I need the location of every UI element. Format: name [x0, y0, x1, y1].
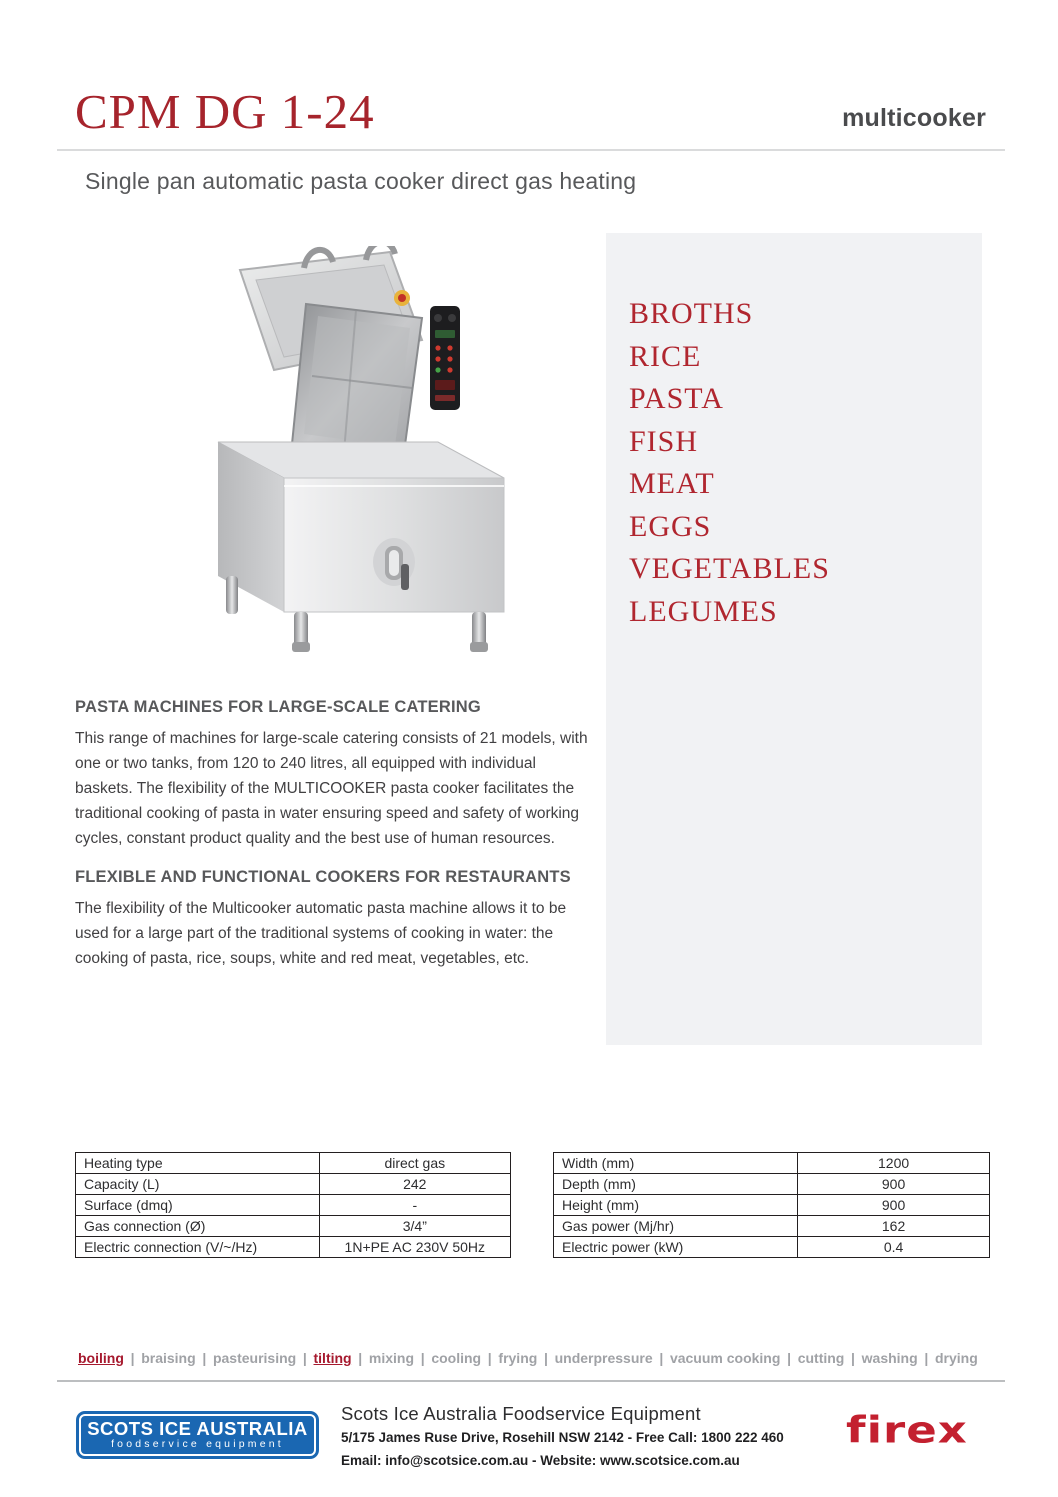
header-divider: [57, 149, 1005, 151]
footer-brand-name: Scots Ice Australia Foodservice Equipment: [341, 1403, 701, 1424]
section-flexible-cookers: [75, 868, 590, 971]
capability-cutting: cutting: [797, 1350, 845, 1366]
capability-vacuum-cooking: vacuum cooking: [669, 1350, 781, 1366]
capability-separator: |: [302, 1350, 307, 1366]
section-heading: FLEXIBLE AND FUNCTIONAL COOKERS FOR RESTAURANTS: [75, 868, 571, 886]
capability-separator: |: [130, 1350, 135, 1366]
capability-separator: |: [487, 1350, 492, 1366]
page-title: CPM DG 1-24: [75, 84, 375, 139]
capability-separator: |: [543, 1350, 548, 1366]
spec-value: 1N+PE AC 230V 50Hz: [319, 1237, 510, 1258]
product-subtitle: Single pan automatic pasta cooker direct gas heating: [85, 168, 637, 194]
feature-item: PASTA: [629, 382, 724, 415]
spec-label: Depth (mm): [554, 1174, 798, 1195]
capability-tilting: tilting: [313, 1350, 352, 1366]
section-large-scale-catering: [75, 698, 590, 851]
scots-logo-subtitle: foodservice equipment: [111, 1438, 284, 1450]
capability-separator: |: [420, 1350, 425, 1366]
capability-separator: |: [851, 1350, 855, 1366]
capability-separator: |: [358, 1350, 363, 1366]
spec-label: Capacity (L): [76, 1174, 320, 1195]
table-row: [554, 1216, 990, 1237]
feature-item: LEGUMES: [629, 594, 778, 628]
spec-label: Gas connection (Ø): [76, 1216, 320, 1237]
spec-value: 0.4: [798, 1237, 990, 1258]
feature-item: EGGS: [629, 509, 712, 543]
spec-value: -: [319, 1195, 510, 1216]
table-row: [554, 1237, 990, 1258]
capability-braising: braising: [141, 1350, 196, 1366]
features-panel: [606, 233, 982, 1045]
spec-value: 900: [798, 1195, 990, 1216]
spec-label: Height (mm): [554, 1195, 798, 1216]
spec-label: Width (mm): [554, 1153, 798, 1174]
capability-separator: |: [924, 1350, 929, 1366]
capability-drying: drying: [934, 1350, 978, 1366]
spec-value: 900: [798, 1174, 990, 1195]
capability-separator: |: [787, 1350, 792, 1366]
product-image: [188, 246, 536, 654]
spec-value: direct gas: [319, 1153, 510, 1174]
section-body: The flexibility of the Multicooker automatic pasta machine allows it to be used for a large part of the traditional systems of cooking in water: the cooking of pasta, rice, soups, white and red meat, vegetables, etc.: [75, 900, 567, 967]
capability-separator: |: [202, 1350, 207, 1366]
pasta-cooker-illustration: [188, 246, 536, 654]
feature-item: MEAT: [629, 467, 715, 500]
table-row: [76, 1195, 511, 1216]
spec-label: Gas power (Mj/hr): [554, 1216, 798, 1237]
table-row: [76, 1237, 511, 1258]
scots-ice-australia-logo: [76, 1411, 319, 1459]
features-list: [606, 233, 982, 633]
footer-email-website: Email: info@scotsice.com.au - Website: www.scotsice.com.au: [341, 1453, 740, 1468]
capability-washing: washing: [861, 1350, 918, 1366]
spec-value: 3/4”: [319, 1216, 510, 1237]
capability-boiling: boiling: [78, 1350, 124, 1366]
capability-underpressure: underpressure: [554, 1350, 653, 1366]
spec-value: 242: [319, 1174, 510, 1195]
spec-table-right: [553, 1152, 990, 1258]
section-body: This range of machines for large-scale catering consists of 21 models, with one or two tanks, from 120 to 240 litres, all equipped with individual baskets. The flexibility of the MULTICOOKER pasta cooker facilitates the traditional cooking of pasta in water ensuring speed and safety of working cycles, constant product quality and the best use of human resources.: [75, 730, 588, 847]
footer-divider: [57, 1380, 1005, 1382]
spec-label: Electric power (kW): [554, 1237, 798, 1258]
scots-logo-frame: [79, 1414, 316, 1456]
feature-item: VEGETABLES: [629, 552, 830, 585]
table-row: [554, 1174, 990, 1195]
spec-label: Surface (dmq): [76, 1195, 320, 1216]
feature-item: FISH: [629, 424, 699, 458]
spec-value: 1200: [798, 1153, 990, 1174]
spec-label: Heating type: [76, 1153, 320, 1174]
table-row: [76, 1174, 511, 1195]
capabilities-row: [78, 1350, 978, 1366]
section-heading: PASTA MACHINES FOR LARGE-SCALE CATERING: [75, 698, 481, 716]
table-row: [76, 1216, 511, 1237]
table-row: [554, 1153, 990, 1174]
capability-pasteurising: pasteurising: [212, 1350, 297, 1366]
spec-value: 162: [798, 1216, 990, 1237]
table-row: [554, 1195, 990, 1216]
capability-separator: |: [659, 1350, 664, 1366]
capability-mixing: mixing: [368, 1350, 415, 1366]
feature-item: BROTHS: [629, 297, 754, 330]
spec-label: Electric connection (V/~/Hz): [76, 1237, 320, 1258]
category-label: multicooker: [842, 104, 986, 132]
scots-logo-title: SCOTS ICE AUSTRALIA: [87, 1418, 308, 1439]
firex-logo: firex: [846, 1408, 968, 1452]
footer-contact-block: [341, 1402, 784, 1472]
footer-address: 5/175 James Ruse Drive, Rosehill NSW 2142 - Free Call: 1800 222 460: [341, 1430, 784, 1445]
capability-frying: frying: [498, 1350, 538, 1366]
spec-table-left: [75, 1152, 511, 1258]
capability-cooling: cooling: [431, 1350, 482, 1366]
table-row: [76, 1153, 511, 1174]
feature-item: RICE: [629, 339, 702, 373]
